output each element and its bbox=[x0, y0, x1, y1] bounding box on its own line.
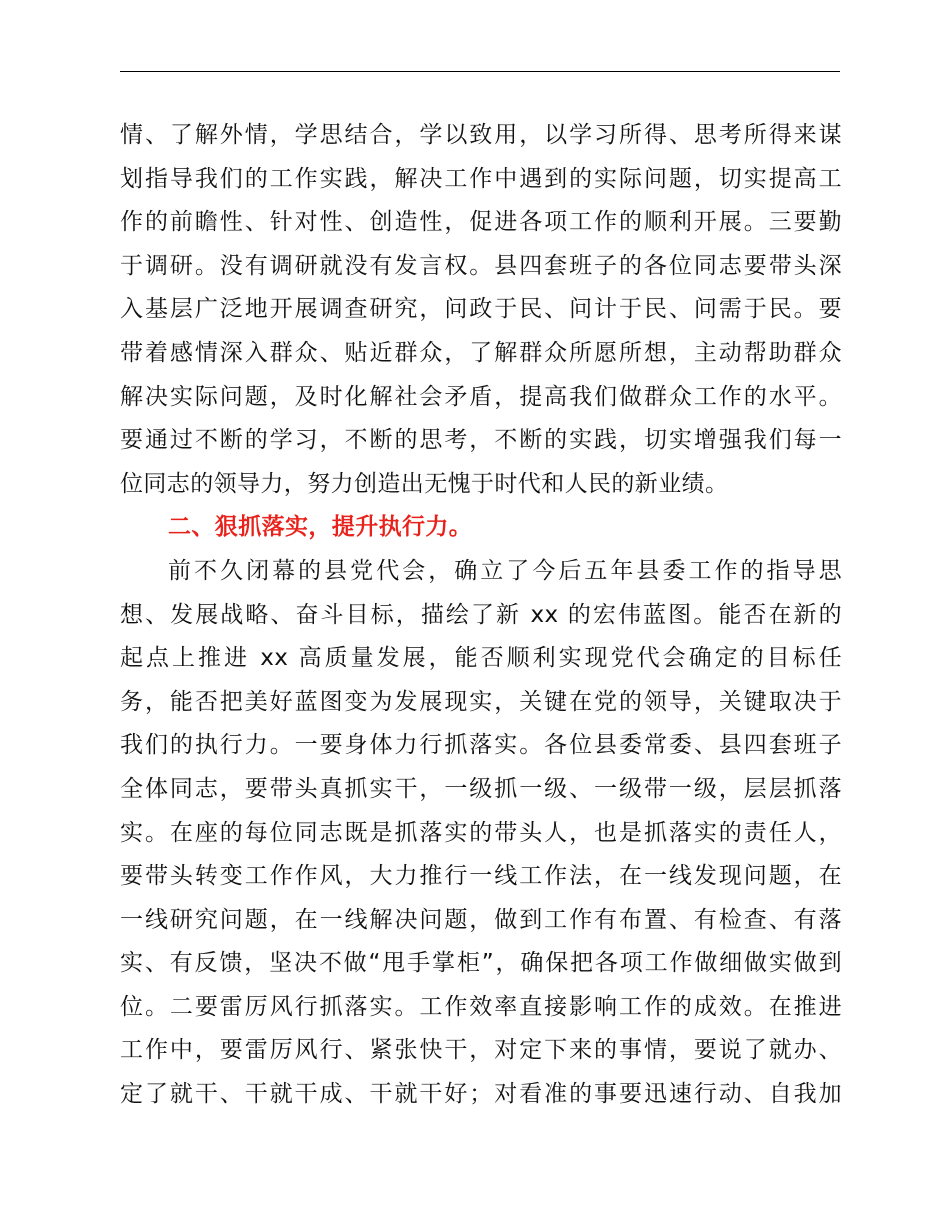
body-text bbox=[120, 114, 842, 1117]
text-line: 工作中，要雷厉风行、紧张快干，对定下来的事情，要说了就办、 bbox=[120, 1037, 842, 1064]
text-line: 我们的执行力。一要身体力行抓落实。各位县委常委、县四套班子 bbox=[120, 732, 842, 759]
header-rule bbox=[120, 71, 840, 72]
text-line: 作的前瞻性、针对性、创造性，促进各项工作的顺利开展。三要勤 bbox=[120, 209, 842, 236]
text-line: 一线研究问题，在一线解决问题，做到工作有布置、有检查、有落 bbox=[120, 906, 842, 933]
text-line: 位。二要雷厉风行抓落实。工作效率直接影响工作的成效。在推进 bbox=[120, 993, 842, 1020]
text-line: 情、了解外情，学思结合，学以致用，以学习所得、思考所得来谋 bbox=[120, 122, 842, 148]
text-line: 入基层广泛地开展调查研究，问政于民、问计于民、问需于民。要 bbox=[120, 296, 842, 323]
text-line: 划指导我们的工作实践，解决工作中遇到的实际问题，切实提高工 bbox=[120, 165, 842, 192]
text-line: 实。在座的每位同志既是抓落实的带头人，也是抓落实的责任人， bbox=[120, 819, 842, 846]
text-line: 起点上推进 xx 高质量发展，能否顺利实现党代会确定的目标任 bbox=[120, 645, 842, 672]
text-line: 要通过不断的学习，不断的思考，不断的实践，切实增强我们每一 bbox=[120, 427, 842, 454]
text-line: 全体同志，要带头真抓实干，一级抓一级、一级带一级，层层抓落 bbox=[120, 775, 842, 802]
text-line: 解决实际问题，及时化解社会矛盾，提高我们做群众工作的水平。 bbox=[120, 383, 842, 410]
text-line: 位同志的领导力，努力创造出无愧于时代和人民的新业绩。 bbox=[120, 470, 729, 497]
text-line: 要带头转变工作作风，大力推行一线工作法，在一线发现问题，在 bbox=[120, 863, 842, 890]
text-line: 务，能否把美好蓝图变为发展现实，关键在党的领导，关键取决于 bbox=[120, 688, 842, 715]
text-line: 实、有反馈，坚决不做“甩手掌柜”，确保把各项工作做细做实做到 bbox=[120, 950, 842, 977]
text-line: 于调研。没有调研就没有发言权。县四套班子的各位同志要带头深 bbox=[120, 252, 842, 279]
text-line: 想、发展战略、奋斗目标，描绘了新 xx 的宏伟蓝图。能否在新的 bbox=[120, 601, 842, 628]
section-heading: 二、狠抓落实，提升执行力。 bbox=[168, 514, 473, 541]
text-line: 前不久闭幕的县党代会，确立了今后五年县委工作的指导思 bbox=[168, 557, 842, 584]
text-line: 定了就干、干就干成、干就干好；对看准的事要迅速行动、自我加 bbox=[120, 1081, 842, 1108]
text-line: 带着感情深入群众、贴近群众，了解群众所愿所想，主动帮助群众 bbox=[120, 339, 842, 366]
